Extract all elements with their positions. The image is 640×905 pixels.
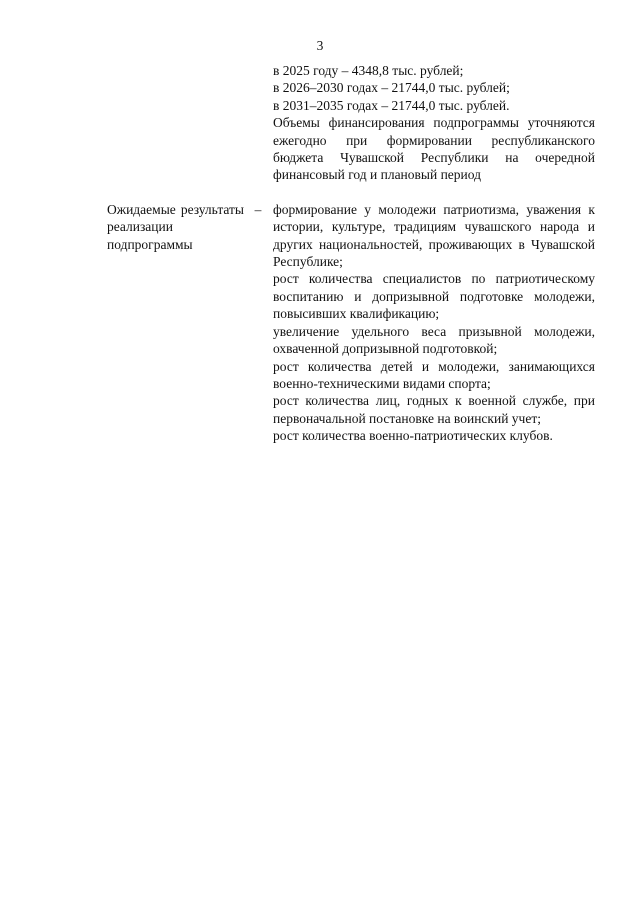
financing-line-2025: в 2025 году – 4348,8 тыс. рублей; bbox=[273, 63, 464, 78]
result-item-military-sports: рост количества детей и молодежи, занимающихся военно-техническими видами спорта; bbox=[273, 358, 595, 391]
result-item-specialists: рост количества специалистов по патриотическому воспитанию и допризывной подготовке молодежи, повысивших квалификацию; bbox=[273, 271, 595, 322]
passport-table bbox=[0, 62, 640, 445]
financing-row bbox=[0, 62, 640, 184]
results-label: Ожидаемые результаты реализации подпрограммы bbox=[107, 201, 244, 252]
page-number: 3 bbox=[316, 38, 324, 53]
financing-line-2031-2035: в 2031–2035 годах – 21744,0 тыс. рублей. bbox=[273, 97, 510, 113]
result-item-clubs: рост количества военно-патриотических клубов. bbox=[273, 428, 553, 444]
financing-line-2026-2030: в 2026–2030 годах – 21744,0 тыс. рублей; bbox=[273, 80, 510, 96]
result-item-patriotism: формирование у молодежи патриотизма, уважения к истории, культуре, традициям чувашского народа и других национальностей, проживающих в Чувашской Республике; bbox=[273, 201, 595, 270]
financing-note: Объемы финансирования подпрограммы уточняются ежегодно при формировании республиканского бюджета Чувашской Республики на очередной финансовый год и плановый период bbox=[273, 115, 595, 183]
results-row bbox=[0, 201, 640, 445]
results-cell bbox=[273, 201, 595, 445]
result-item-pre-conscription: увеличение удельного веса призывной молодежи, охваченной допризывной подготовкой; bbox=[273, 323, 595, 357]
results-separator: – bbox=[254, 201, 262, 217]
result-item-fit-for-service: рост количества лиц, годных к военной службе, при первоначальной постановке на воинский учет; bbox=[273, 393, 595, 426]
financing-cell bbox=[273, 62, 595, 184]
